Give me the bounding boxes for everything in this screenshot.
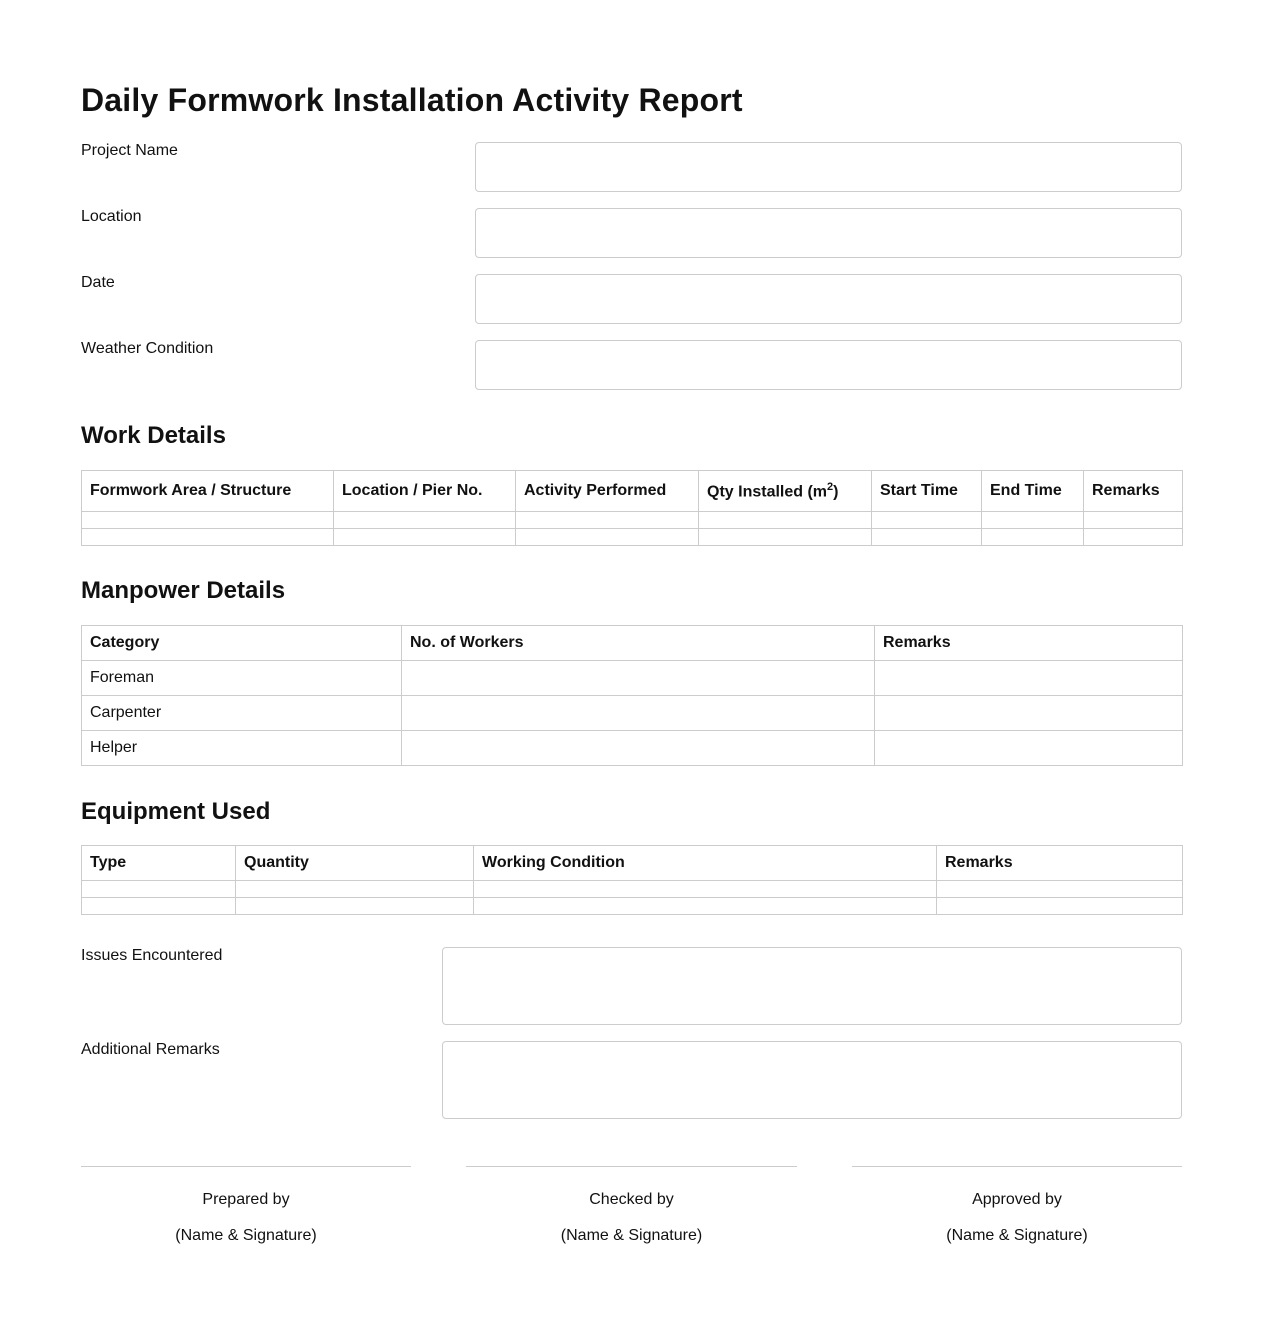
col-working-condition: Working Condition bbox=[474, 846, 937, 881]
additional-remarks-textarea[interactable] bbox=[442, 1041, 1182, 1119]
table-cell[interactable] bbox=[334, 512, 516, 529]
date-input[interactable] bbox=[475, 274, 1182, 324]
project-name-label: Project Name bbox=[81, 142, 178, 159]
location-label: Location bbox=[81, 208, 142, 225]
table-cell[interactable] bbox=[875, 731, 1183, 766]
col-activity-performed: Activity Performed bbox=[516, 471, 699, 512]
table-cell[interactable] bbox=[402, 696, 875, 731]
table-cell[interactable] bbox=[982, 512, 1084, 529]
table-cell[interactable] bbox=[82, 512, 334, 529]
col-quantity: Quantity bbox=[236, 846, 474, 881]
table-row bbox=[82, 661, 1183, 696]
table-cell[interactable] bbox=[236, 881, 474, 898]
table-row bbox=[82, 731, 1183, 766]
table-cell[interactable] bbox=[402, 661, 875, 696]
additional-remarks-label: Additional Remarks bbox=[81, 1041, 220, 1058]
location-input[interactable] bbox=[475, 208, 1182, 258]
table-row bbox=[82, 696, 1183, 731]
table-cell[interactable] bbox=[937, 898, 1183, 915]
col-end-time: End Time bbox=[982, 471, 1084, 512]
table-header-row bbox=[82, 471, 1183, 512]
col-no-of-workers: No. of Workers bbox=[402, 626, 875, 661]
weather-condition-input[interactable] bbox=[475, 340, 1182, 390]
signature-line bbox=[81, 1166, 411, 1167]
table-cell[interactable] bbox=[474, 881, 937, 898]
table-cell[interactable] bbox=[982, 529, 1084, 546]
table-cell[interactable] bbox=[402, 731, 875, 766]
table-cell[interactable] bbox=[236, 898, 474, 915]
table-cell[interactable] bbox=[474, 898, 937, 915]
table-cell[interactable] bbox=[872, 512, 982, 529]
table-header-row bbox=[82, 846, 1183, 881]
col-remarks: Remarks bbox=[1084, 471, 1183, 512]
table-cell[interactable] bbox=[699, 512, 872, 529]
col-start-time: Start Time bbox=[872, 471, 982, 512]
signature-role: Checked by bbox=[589, 1191, 674, 1208]
project-name-input[interactable] bbox=[475, 142, 1182, 192]
table-cell[interactable] bbox=[1084, 529, 1183, 546]
page-title: Daily Formwork Installation Activity Report bbox=[81, 82, 743, 118]
col-remarks: Remarks bbox=[875, 626, 1183, 661]
signature-note: (Name & Signature) bbox=[175, 1227, 317, 1244]
table-cell[interactable] bbox=[516, 512, 699, 529]
col-formwork-area: Formwork Area / Structure bbox=[82, 471, 334, 512]
equipment-used-heading: Equipment Used bbox=[81, 798, 271, 825]
category-foreman: Foreman bbox=[82, 661, 402, 696]
table-header-row bbox=[82, 626, 1183, 661]
weather-condition-label: Weather Condition bbox=[81, 340, 214, 357]
signature-note: (Name & Signature) bbox=[946, 1227, 1088, 1244]
category-carpenter: Carpenter bbox=[82, 696, 402, 731]
col-remarks: Remarks bbox=[937, 846, 1183, 881]
table-cell[interactable] bbox=[875, 661, 1183, 696]
table-row bbox=[82, 512, 1183, 529]
category-helper: Helper bbox=[82, 731, 402, 766]
table-cell[interactable] bbox=[82, 898, 236, 915]
work-details-table bbox=[81, 470, 1183, 546]
table-cell[interactable] bbox=[82, 529, 334, 546]
signature-role: Approved by bbox=[972, 1191, 1062, 1208]
table-cell[interactable] bbox=[699, 529, 872, 546]
table-row bbox=[82, 898, 1183, 915]
table-cell[interactable] bbox=[872, 529, 982, 546]
table-cell[interactable] bbox=[1084, 512, 1183, 529]
table-cell[interactable] bbox=[334, 529, 516, 546]
col-qty-installed: Qty Installed $(m^2)$ bbox=[699, 471, 872, 512]
table-cell[interactable] bbox=[875, 696, 1183, 731]
work-details-heading: Work Details bbox=[81, 422, 226, 449]
manpower-details-table bbox=[81, 625, 1183, 766]
signature-note: (Name & Signature) bbox=[560, 1227, 703, 1244]
signature-line bbox=[852, 1166, 1182, 1167]
table-row bbox=[82, 881, 1183, 898]
table-cell[interactable] bbox=[82, 881, 236, 898]
signature-role: Prepared by bbox=[202, 1191, 290, 1208]
col-type: Type bbox=[82, 846, 236, 881]
col-location-pier: Location / Pier No. bbox=[334, 471, 516, 512]
table-row bbox=[82, 529, 1183, 546]
col-category: Category bbox=[82, 626, 402, 661]
signature-line bbox=[466, 1166, 797, 1167]
date-label: Date bbox=[81, 274, 115, 291]
manpower-details-heading: Manpower Details bbox=[81, 577, 286, 604]
issues-encountered-label: Issues Encountered bbox=[81, 947, 223, 964]
equipment-used-table bbox=[81, 845, 1183, 915]
issues-encountered-textarea[interactable] bbox=[442, 947, 1182, 1025]
table-cell[interactable] bbox=[937, 881, 1183, 898]
table-cell[interactable] bbox=[516, 529, 699, 546]
